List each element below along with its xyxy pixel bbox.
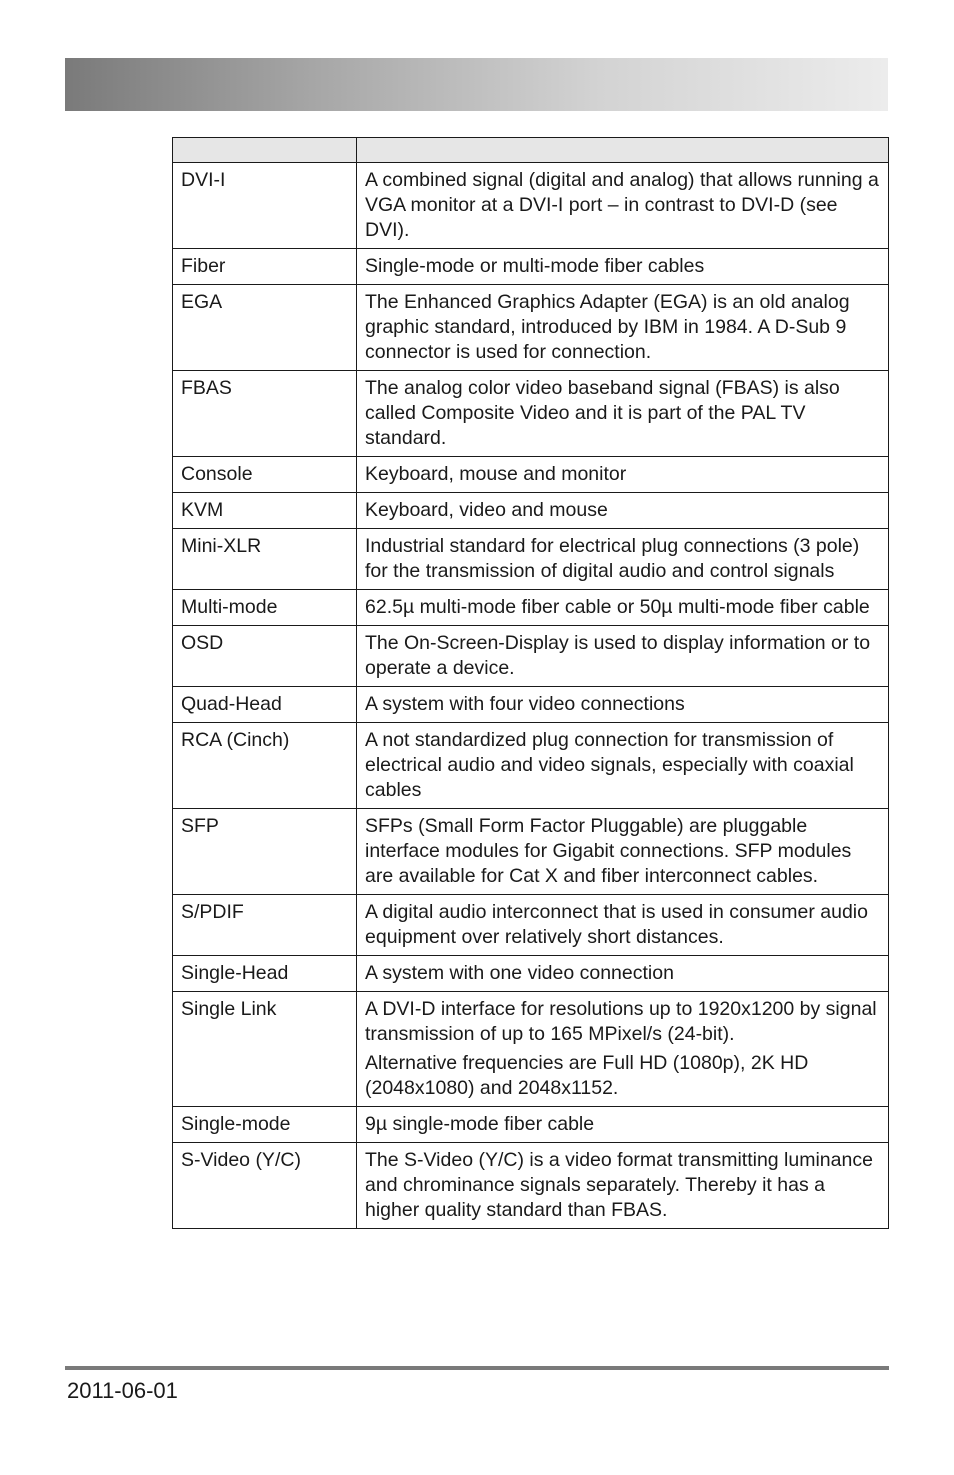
description-cell: Keyboard, mouse and monitor: [357, 457, 889, 493]
table-row: [173, 590, 889, 626]
table-row: [173, 895, 889, 956]
description-column-header: [357, 138, 889, 163]
table-row: [173, 163, 889, 249]
page-header-bar: [65, 58, 888, 111]
table-row: [173, 457, 889, 493]
term-cell: S-Video (Y/C): [173, 1143, 357, 1229]
table-row: [173, 723, 889, 809]
table-row: [173, 371, 889, 457]
description-cell: 62.5µ multi-mode fiber cable or 50µ multi-mode fiber cable: [357, 590, 889, 626]
table-row: [173, 1107, 889, 1143]
description-cell: Single-mode or multi-mode fiber cables: [357, 249, 889, 285]
table-header-row: [173, 138, 889, 163]
footer-date: 2011-06-01: [67, 1378, 178, 1403]
description-cell: Industrial standard for electrical plug connections (3 pole) for the transmission of digital audio and control signals: [357, 529, 889, 590]
term-cell: DVI-I: [173, 163, 357, 249]
glossary-body: [173, 163, 889, 1229]
description-cell: [357, 992, 889, 1107]
term-cell: OSD: [173, 626, 357, 687]
description-cell: The analog color video baseband signal (FBAS) is also called Composite Video and it is part of the PAL TV standard.: [357, 371, 889, 457]
footer-rule: [65, 1366, 889, 1370]
table-row: [173, 956, 889, 992]
term-cell: FBAS: [173, 371, 357, 457]
term-cell: Mini-XLR: [173, 529, 357, 590]
term-column-header: [173, 138, 357, 163]
description-cell: 9µ single-mode fiber cable: [357, 1107, 889, 1143]
term-cell: Single-mode: [173, 1107, 357, 1143]
description-cell: SFPs (Small Form Factor Pluggable) are pluggable interface modules for Gigabit connections. SFP modules are available for Cat X and fiber interconnect cables.: [357, 809, 889, 895]
glossary-table: [172, 137, 889, 1229]
term-cell: SFP: [173, 809, 357, 895]
table-row: [173, 992, 889, 1107]
description-cell: The Enhanced Graphics Adapter (EGA) is an old analog graphic standard, introduced by IBM in 1984. A D-Sub 9 connector is used for connection.: [357, 285, 889, 371]
term-cell: S/PDIF: [173, 895, 357, 956]
description-cell: The On-Screen-Display is used to display information or to operate a device.: [357, 626, 889, 687]
description-cell: A system with four video connections: [357, 687, 889, 723]
description-cell: A digital audio interconnect that is used in consumer audio equipment over relatively short distances.: [357, 895, 889, 956]
table-row: [173, 626, 889, 687]
description-cell: The S-Video (Y/C) is a video format transmitting luminance and chrominance signals separately. Thereby it has a higher quality standard than FBAS.: [357, 1143, 889, 1229]
table-row: [173, 687, 889, 723]
description-text: A DVI-D interface for resolutions up to 1920x1200 by signal transmission of up to 165 MPixel/s (24-bit).: [365, 998, 877, 1045]
description-cell: A not standardized plug connection for transmission of electrical audio and video signals, especially with coaxial cables: [357, 723, 889, 809]
table-row: [173, 529, 889, 590]
term-cell: KVM: [173, 493, 357, 529]
term-cell: Quad-Head: [173, 687, 357, 723]
table-row: [173, 1143, 889, 1229]
term-cell: Fiber: [173, 249, 357, 285]
term-cell: RCA (Cinch): [173, 723, 357, 809]
term-cell: Single-Head: [173, 956, 357, 992]
term-cell: Multi-mode: [173, 590, 357, 626]
term-cell: EGA: [173, 285, 357, 371]
description-cell: Keyboard, video and mouse: [357, 493, 889, 529]
description-cell: A combined signal (digital and analog) that allows running a VGA monitor at a DVI-I port – in contrast to DVI-D (see DVI).: [357, 163, 889, 249]
description-extra-text: Alternative frequencies are Full HD (1080p), 2K HD (2048x1080) and 2048x1152.: [365, 1052, 809, 1099]
table-row: [173, 809, 889, 895]
table-row: [173, 285, 889, 371]
description-cell: A system with one video connection: [357, 956, 889, 992]
table-row: [173, 249, 889, 285]
term-cell: Console: [173, 457, 357, 493]
table-row: [173, 493, 889, 529]
term-cell: Single Link: [173, 992, 357, 1107]
